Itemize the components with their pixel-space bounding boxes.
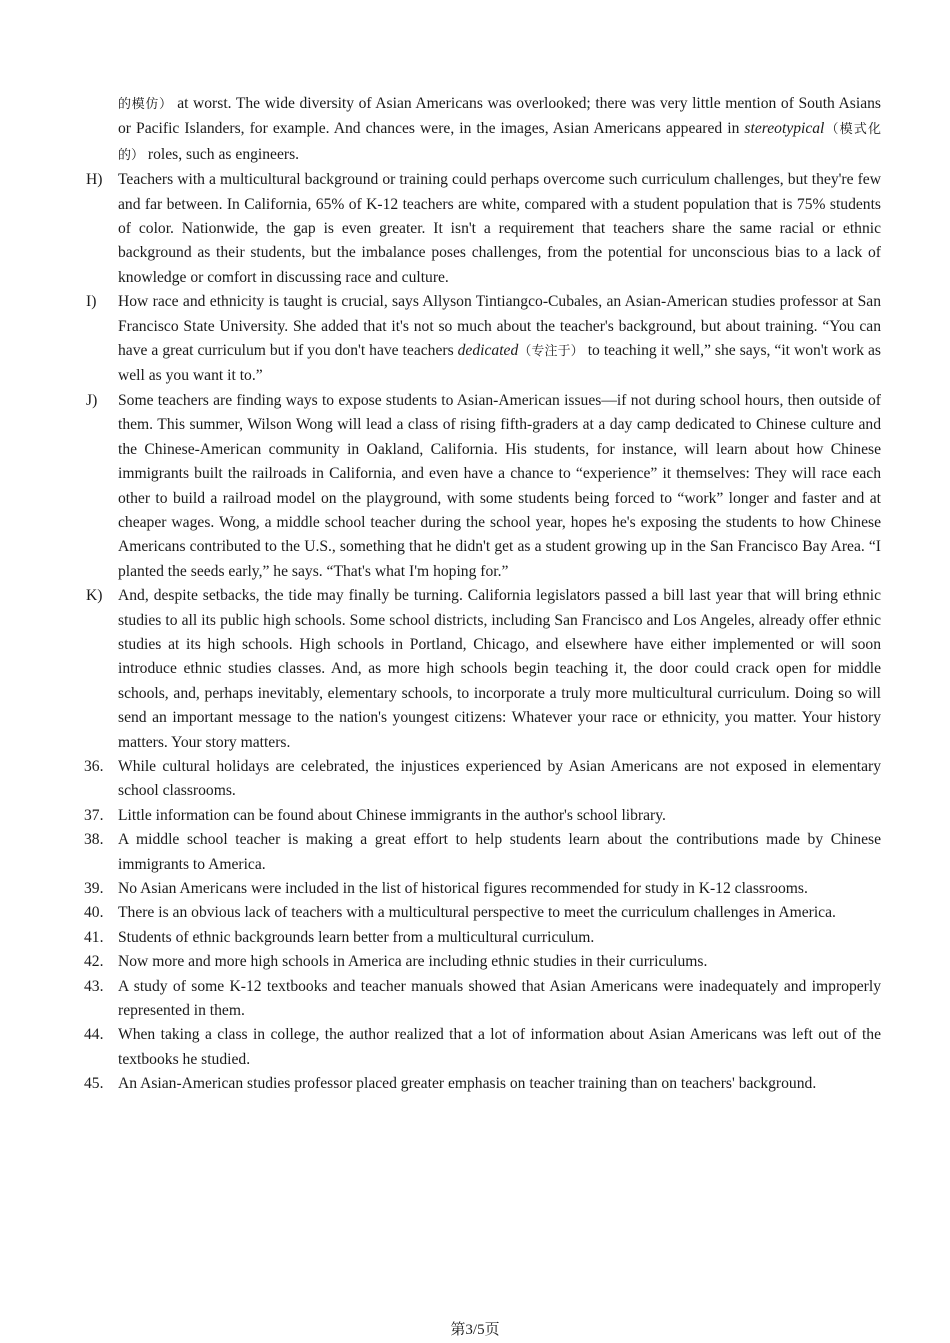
question-item [0,877,950,901]
paragraph-j [0,389,950,584]
italic-term: stereotypical [744,120,825,138]
question-text: A study of some K-12 textbooks and teacher manuals showed that Asian Americans were inadequately and improperly represented in them. [118,977,881,1020]
question-text: Little information can be found about Chinese immigrants in the author's school library. [118,806,666,824]
question-number: 37. [84,806,104,824]
question-number: 42. [84,953,104,971]
paragraph-text: Some teachers are finding ways to expose students to Asian-American issues—if not during school hours, then outside of them. This summer, Wilson Wong will lead a class of rising fifth-graders at a day camp dedicated to Chinese culture and the Chinese-American community in Oakland, California. His students, for instance, will learn about how Chinese immigrants built the railroads in California, and even have a chance to “experience” it themselves: They will race each other to build a railroad model on the playground, with some students being forced to “work” longer and faster and at cheaper wages. Wong, a middle school teacher during the school year, hopes he's exposing the students to how Chinese Americans contributed to the U.S., something that he didn't get as a student growing up in the San Francisco Bay Area. “I planted the seeds early,” he says. “That's what I'm hoping for.” [118,391,881,580]
question-item [0,804,950,828]
page-number: 第3/5页 [450,1322,500,1338]
question-item [0,828,950,877]
question-number: 45. [84,1075,104,1093]
question-text: While cultural holidays are celebrated, the injustices experienced by Asian Americans are not exposed in elementary school classrooms. [118,757,881,800]
question-text: Now more and more high schools in America are including ethnic studies in their curriculums. [118,953,708,971]
paragraph-g-continuation [0,92,950,168]
gloss-chinese: （模式化的） [118,122,881,163]
gloss-chinese: （专注于） [518,344,584,360]
question-item [0,901,950,925]
paragraph-text: at worst. The wide diversity of Asian Americans was overlooked; there was very little mention of South Asians or Pacific Islanders, for example. And chances were, in the images, Asian Americans appeared in [118,95,881,138]
question-number: 41. [84,928,104,946]
question-item [0,950,950,974]
paragraph-text: How race and ethnicity is taught is crucial, says Allyson Tintiangco-Cubales, an Asian-American studies professor at San Francisco State University. She added that it's not so much about the teacher's background, but about training. “You can have a great curriculum but if you don't have teachers [118,293,881,360]
question-text: A middle school teacher is making a great effort to help students learn about the contributions made by Chinese immigrants to America. [118,831,881,873]
question-item [0,1072,950,1096]
question-number: 40. [84,904,104,922]
question-text: There is an obvious lack of teachers with a multicultural perspective to meet the curriculum challenges in America. [118,904,836,922]
paragraph-label: H) [86,171,103,189]
paragraph-label: I) [86,293,97,311]
paragraph-h [0,168,950,290]
question-number: 39. [84,880,104,897]
paragraph-label: K) [86,587,103,605]
question-number: 43. [84,977,104,995]
question-number: 38. [84,831,104,849]
paragraph-k [0,584,950,755]
question-item [0,926,950,950]
paragraph-text: And, despite setbacks, the tide may finally be turning. California legislators passed a bill last year that will bring ethnic studies to all its public high schools. Some school districts, including San Francisco and Los Angeles, already offer ethnic studies at its high schools. High schools in Portland, Chicago, and elsewhere have either implemented or will soon introduce ethnic studies classes. And, as more high schools begin teaching it, the door could crack open for middle schools, and, perhaps inevitably, elementary schools, to incorporate a truly more multicultural curriculum. Doing so will send an important message to the nation's youngest citizens: Whatever your race or ethnicity, you matter. Your history matters. Your story matters. [118,587,881,751]
gloss-chinese: 的模仿） [118,97,173,112]
question-text: No Asian Americans were included in the list of historical figures recommended for study in K-12 classrooms. [118,880,808,897]
question-item [0,975,950,1024]
question-number: 36. [84,757,104,775]
document-page [0,92,950,1097]
question-text: When taking a class in college, the author realized that a lot of information about Asian Americans was left out of the textbooks he studied. [118,1026,881,1068]
paragraph-label: J) [86,391,98,409]
question-item [0,1023,950,1072]
italic-term: dedicated [457,342,519,360]
question-item [0,755,950,804]
question-text: Students of ethnic backgrounds learn better from a multicultural curriculum. [118,928,595,946]
paragraph-i [0,290,950,389]
question-text: An Asian-American studies professor placed greater emphasis on teacher training than on teachers' background. [118,1075,817,1093]
paragraph-text: Teachers with a multicultural background or training could perhaps overcome such curriculum challenges, but they're few and far between. In California, 65% of K-12 teachers are white, compared with a student population that is 75% students of color. Nationwide, the gap is even greater. It isn't a requirement that teachers share the same racial or ethnic background as their students, but the imbalance poses challenges, from the potential for unconscious bias to a lack of knowledge or comfort in discussing race and culture. [118,171,881,286]
question-number: 44. [84,1026,104,1044]
paragraph-text: roles, such as engineers. [144,145,300,163]
paragraph-text: to teaching it well,” she says, “it won't work as well as you want it to.” [118,342,881,385]
